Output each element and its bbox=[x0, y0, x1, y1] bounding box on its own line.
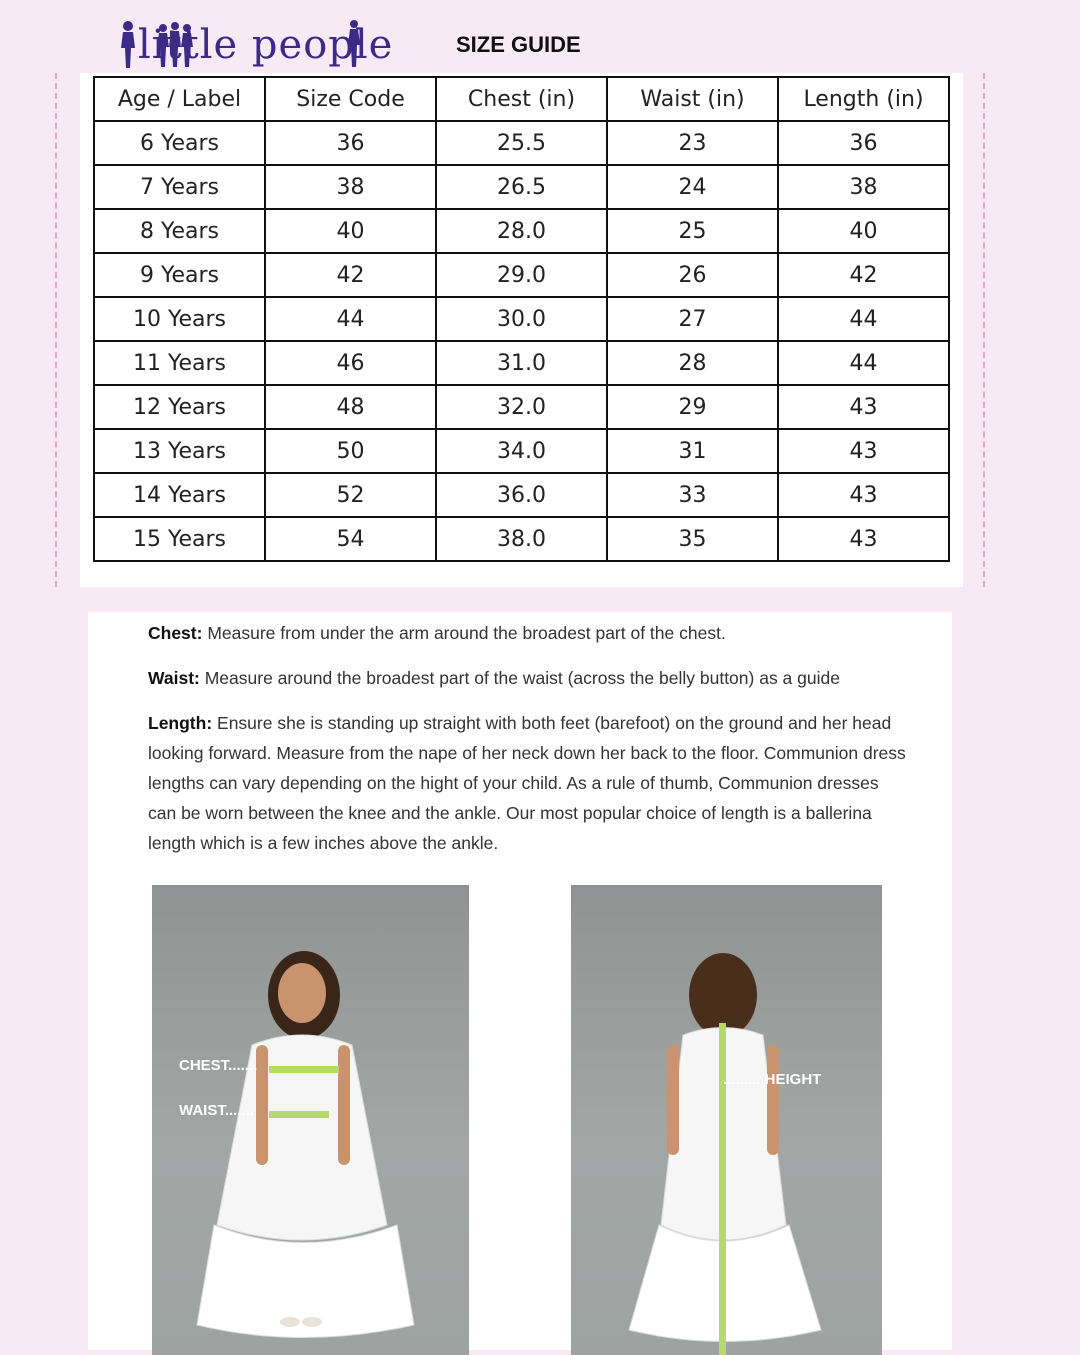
cell-waist: 26 bbox=[607, 253, 778, 297]
cell-age: 10 Years bbox=[94, 297, 265, 341]
length-text: Ensure she is standing up straight with both feet (barefoot) on the ground and her head looking forward. Measure from the nape of her neck down her back to the floor. Communion dress lengths can vary depending on the hight of your child. As a rule of thumb, Communion dresses can be worn between the knee and the ankle. Our most popular choice of length is a ballerina length which is a few inches above the ankle. bbox=[148, 713, 906, 853]
cell-age: 15 Years bbox=[94, 517, 265, 561]
cell-chest: 26.5 bbox=[436, 165, 607, 209]
cell-waist: 28 bbox=[607, 341, 778, 385]
waist-text: Measure around the broadest part of the waist (across the belly button) as a guide bbox=[204, 668, 840, 688]
table-header-row bbox=[94, 77, 949, 121]
table-row bbox=[94, 517, 949, 561]
cell-length: 38 bbox=[778, 165, 949, 209]
cell-size-code: 42 bbox=[265, 253, 436, 297]
waist-annotation: WAIST....... bbox=[179, 1102, 255, 1119]
girl-front-illustration bbox=[152, 885, 469, 1355]
column-header-waist: Waist (in) bbox=[607, 77, 778, 121]
length-label: Length: bbox=[148, 713, 213, 733]
cell-chest: 25.5 bbox=[436, 121, 607, 165]
chest-instruction bbox=[148, 618, 908, 648]
front-measurement-photo bbox=[152, 885, 469, 1355]
cell-waist: 24 bbox=[607, 165, 778, 209]
cell-length: 44 bbox=[778, 341, 949, 385]
column-header-length: Length (in) bbox=[778, 77, 949, 121]
chest-measure-line bbox=[269, 1066, 339, 1073]
back-measurement-photo bbox=[571, 885, 882, 1355]
chest-text: Measure from under the arm around the broadest part of the chest. bbox=[207, 623, 726, 643]
cell-length: 43 bbox=[778, 385, 949, 429]
cell-age: 9 Years bbox=[94, 253, 265, 297]
chest-label: Chest: bbox=[148, 623, 203, 643]
cell-length: 43 bbox=[778, 473, 949, 517]
cell-length: 43 bbox=[778, 429, 949, 473]
girl-back-illustration bbox=[571, 885, 882, 1355]
cell-age: 7 Years bbox=[94, 165, 265, 209]
cell-chest: 32.0 bbox=[436, 385, 607, 429]
table-row bbox=[94, 341, 949, 385]
table-row bbox=[94, 297, 949, 341]
table-row bbox=[94, 473, 949, 517]
column-header-size-code: Size Code bbox=[265, 77, 436, 121]
chest-annotation: CHEST....... bbox=[179, 1057, 258, 1074]
size-table-panel bbox=[55, 73, 985, 587]
cell-age: 13 Years bbox=[94, 429, 265, 473]
cell-chest: 31.0 bbox=[436, 341, 607, 385]
brand-logo bbox=[118, 16, 394, 74]
cell-waist: 33 bbox=[607, 473, 778, 517]
cell-length: 43 bbox=[778, 517, 949, 561]
height-annotation: ..........HEIGHT bbox=[723, 1071, 822, 1088]
cell-age: 8 Years bbox=[94, 209, 265, 253]
cell-age: 11 Years bbox=[94, 341, 265, 385]
cell-length: 40 bbox=[778, 209, 949, 253]
cell-waist: 29 bbox=[607, 385, 778, 429]
cell-length: 42 bbox=[778, 253, 949, 297]
cell-chest: 36.0 bbox=[436, 473, 607, 517]
cell-waist: 31 bbox=[607, 429, 778, 473]
cell-size-code: 48 bbox=[265, 385, 436, 429]
waist-measure-line bbox=[269, 1111, 329, 1118]
waist-label: Waist: bbox=[148, 668, 200, 688]
cell-length: 36 bbox=[778, 121, 949, 165]
table-row bbox=[94, 165, 949, 209]
cell-size-code: 46 bbox=[265, 341, 436, 385]
cell-waist: 23 bbox=[607, 121, 778, 165]
cell-chest: 34.0 bbox=[436, 429, 607, 473]
cell-age: 12 Years bbox=[94, 385, 265, 429]
measuring-guide bbox=[88, 612, 952, 1350]
cell-age: 14 Years bbox=[94, 473, 265, 517]
cell-chest: 28.0 bbox=[436, 209, 607, 253]
column-header-age: Age / Label bbox=[94, 77, 265, 121]
table-row bbox=[94, 253, 949, 297]
length-instruction bbox=[148, 708, 908, 858]
cell-size-code: 54 bbox=[265, 517, 436, 561]
table-row bbox=[94, 429, 949, 473]
table-row bbox=[94, 385, 949, 429]
cell-size-code: 40 bbox=[265, 209, 436, 253]
cell-waist: 25 bbox=[607, 209, 778, 253]
cell-size-code: 38 bbox=[265, 165, 436, 209]
logo-text: little people bbox=[138, 22, 394, 68]
cell-waist: 35 bbox=[607, 517, 778, 561]
table-row bbox=[94, 209, 949, 253]
cell-chest: 38.0 bbox=[436, 517, 607, 561]
waist-instruction bbox=[148, 663, 908, 693]
cell-size-code: 52 bbox=[265, 473, 436, 517]
table-row bbox=[94, 121, 949, 165]
cell-chest: 30.0 bbox=[436, 297, 607, 341]
column-header-chest: Chest (in) bbox=[436, 77, 607, 121]
cell-age: 6 Years bbox=[94, 121, 265, 165]
size-table bbox=[93, 76, 950, 562]
cell-length: 44 bbox=[778, 297, 949, 341]
cell-size-code: 44 bbox=[265, 297, 436, 341]
cell-waist: 27 bbox=[607, 297, 778, 341]
cell-chest: 29.0 bbox=[436, 253, 607, 297]
page-title: SIZE GUIDE bbox=[456, 32, 581, 57]
cell-size-code: 36 bbox=[265, 121, 436, 165]
cell-size-code: 50 bbox=[265, 429, 436, 473]
